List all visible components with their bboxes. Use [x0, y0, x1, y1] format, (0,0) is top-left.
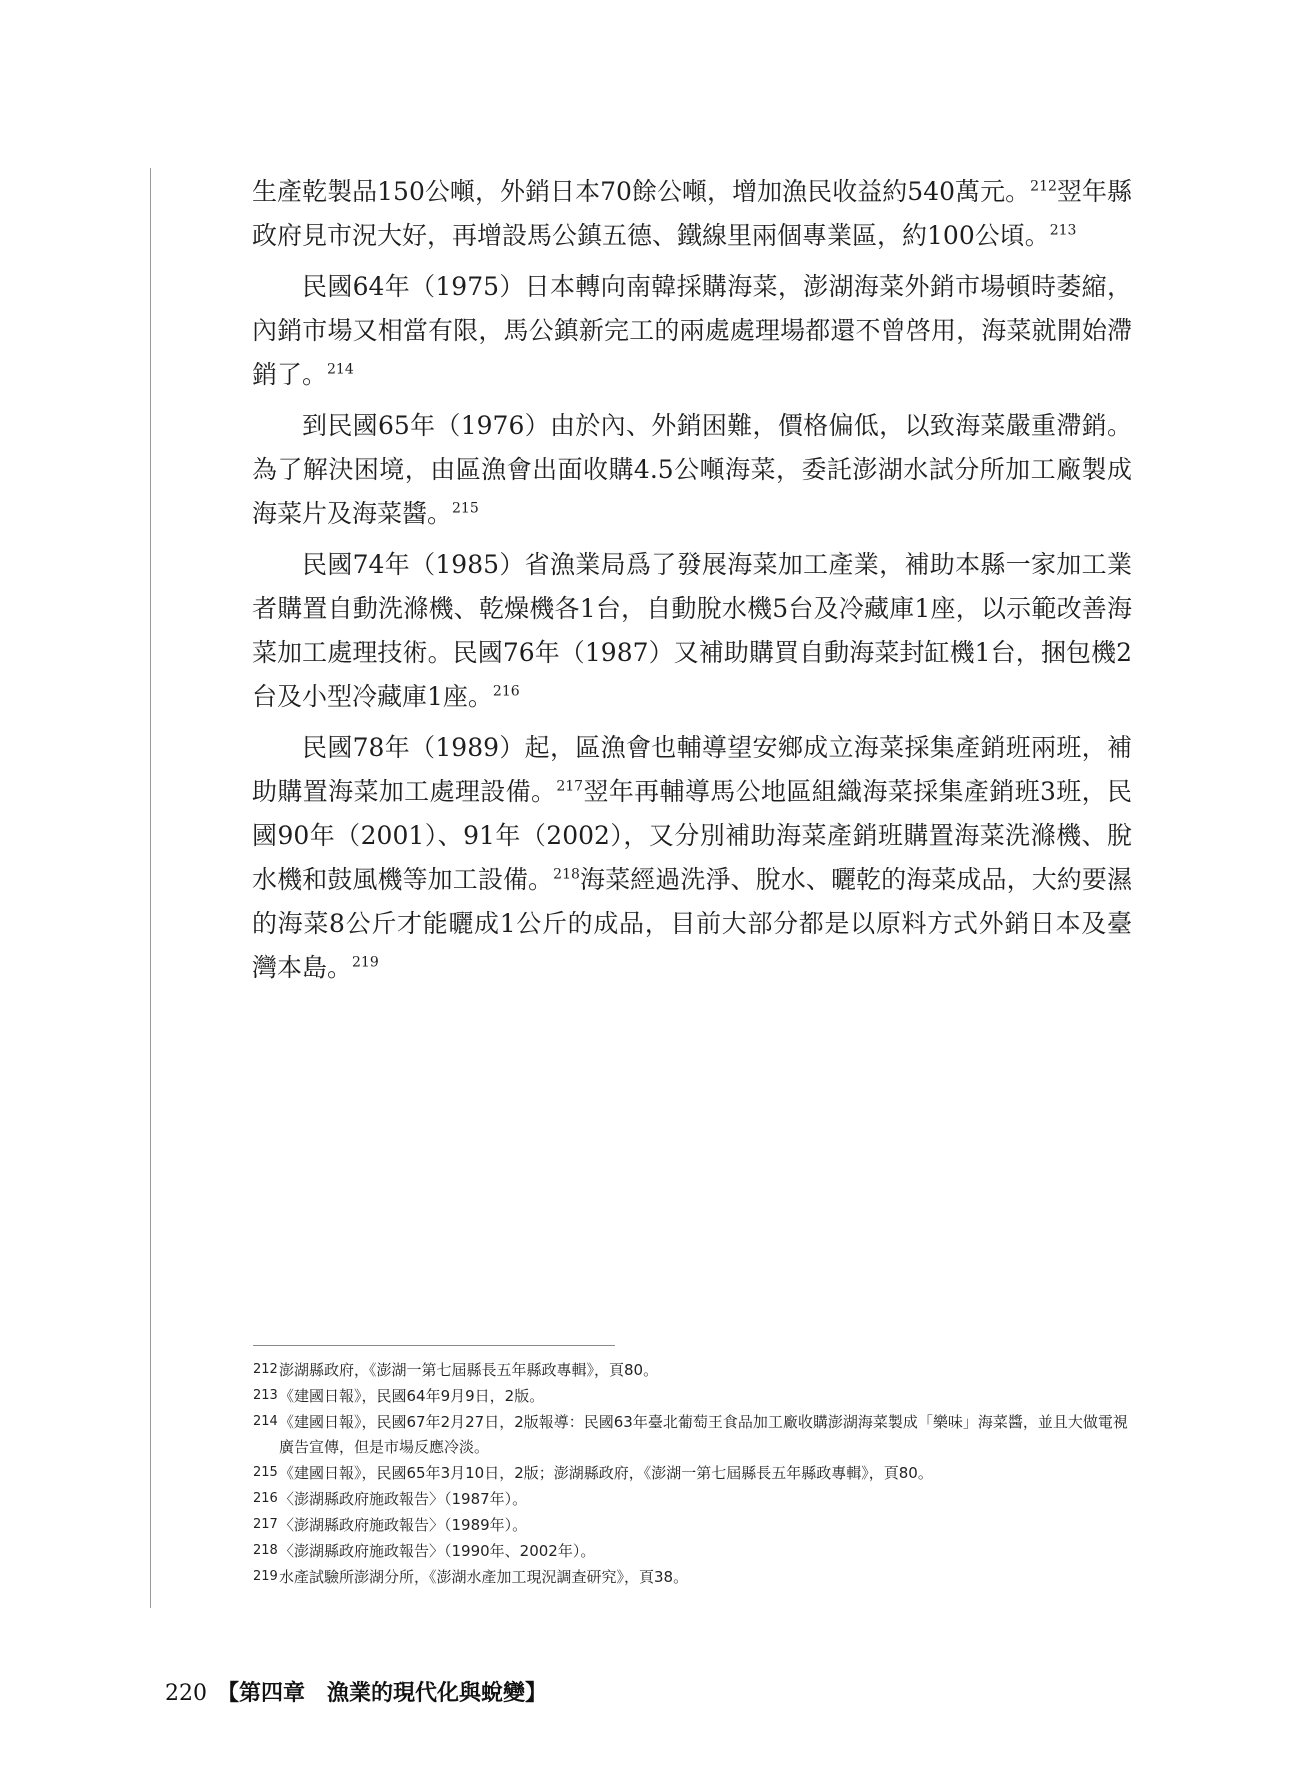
- paragraph-4: 民國74年（1985）省漁業局爲了發展海菜加工產業，補助本縣一家加工業者購置自動洗滌機、乾燥機各1台，自動脫水機5台及冷藏庫1座，以示範改善海菜加工處理技術。民國76年（1987）又補助購買自動海菜封缸機1台，捆包機2台及小型冷藏庫1座。$^{216}$: [252, 550, 1132, 711]
- footnote-text: 〈澎湖縣政府施政報告〉（1989年）。: [279, 1516, 528, 1534]
- chapter-title: 【第四章 漁業的現代化與蛻變】: [217, 1680, 548, 1706]
- footnote-ref-212[interactable]: 212: [1030, 178, 1057, 195]
- footnote-219: [253, 1564, 1133, 1590]
- page-number: 220: [165, 1681, 207, 1706]
- footnote-text: 《建國日報》，民國65年3月10日，2版；澎湖縣政府，《澎湖一第七屆縣長五年縣政專輯》，頁80。: [279, 1464, 933, 1482]
- footnote-text: 水產試驗所澎湖分所，《澎湖水產加工現況調查研究》，頁38。: [279, 1568, 689, 1586]
- margin-rule: [150, 168, 151, 1608]
- footnote-number: 214: [253, 1414, 278, 1429]
- paragraph-5: 民國78年（1989）起，區漁會也輔導望安鄉成立海菜採集產銷班兩班，補助購置海菜加工處理設備。$^{217}$翌年再輔導馬公地區組織海菜採集產銷班3班，民國90年（2001）、91年（2002），又分別補助海菜產銷班購置海菜洗滌機、脫水機和鼓風機等加工設備。$^{218}$海菜經過洗淨、脫水、曬乾的海菜成品，大約要濕的海菜8公斤才能曬成1公斤的成品，目前大部分都是以原料方式外銷日本及臺灣本島。$^{219}$: [252, 733, 1132, 982]
- footnote-number: 218: [253, 1543, 278, 1558]
- footnote-ref-218[interactable]: 218: [553, 866, 580, 883]
- footnote-212: [253, 1357, 1133, 1383]
- footnote-216: [253, 1486, 1133, 1512]
- footnote-218: [253, 1538, 1133, 1564]
- footnote-number: 216: [253, 1491, 278, 1506]
- footnote-divider: [253, 1345, 615, 1346]
- footnote-ref-217[interactable]: 217: [556, 778, 584, 795]
- footnote-ref-216[interactable]: 216: [492, 683, 520, 700]
- footnote-text: 〈澎湖縣政府施政報告〉（1987年）。: [279, 1490, 528, 1508]
- footnote-text: 《建國日報》，民國64年9月9日，2版。: [279, 1387, 545, 1405]
- page-footer: [165, 1676, 547, 1707]
- footnote-ref-213[interactable]: 213: [1049, 222, 1077, 239]
- footnote-ref-219[interactable]: 219: [352, 954, 379, 971]
- footnote-number: 215: [253, 1465, 278, 1480]
- paragraph-2: 民國64年（1975）日本轉向南韓採購海菜，澎湖海菜外銷市場頓時萎縮，內銷市場又相當有限，馬公鎮新完工的兩處處理場都還不曾啓用，海菜就開始滯銷了。$^{214}$: [252, 272, 1132, 389]
- footnote-text: 澎湖縣政府，《澎湖一第七屆縣長五年縣政專輯》，頁80。: [279, 1361, 659, 1379]
- footnote-text: 《建國日報》，民國67年2月27日，2版報導：民國63年臺北葡萄王食品加工廠收購澎湖海菜製成「樂味」海菜醬，並且大做電視廣告宣傳，但是市場反應冷淡。: [279, 1413, 1128, 1456]
- footnotes: [253, 1357, 1133, 1590]
- footnote-213: [253, 1383, 1133, 1409]
- footnote-text: 〈澎湖縣政府施政報告〉（1990年、2002年）。: [279, 1542, 596, 1560]
- footnote-214: [253, 1409, 1133, 1460]
- paragraph-1: 生產乾製品150公噸，外銷日本70餘公噸，增加漁民收益約540萬元。$^{212}$翌年縣政府見市況大好，再增設馬公鎮五德、鐵線里兩個專業區，約100公頃。$^{213}$: [252, 177, 1132, 250]
- footnote-215: [253, 1460, 1133, 1486]
- footnote-ref-215[interactable]: 215: [452, 500, 479, 517]
- footnote-217: [253, 1512, 1133, 1538]
- footnote-ref-214[interactable]: 214: [327, 361, 354, 378]
- footnote-number: 217: [253, 1517, 278, 1532]
- footnote-number: 219: [253, 1569, 278, 1584]
- paragraph-3: 到民國65年（1976）由於內、外銷困難，價格偏低，以致海菜嚴重滯銷。為了解決困境，由區漁會出面收購4.5公噸海菜，委託澎湖水試分所加工廠製成海菜片及海菜醬。$^{215}$: [252, 411, 1132, 528]
- footnote-number: 213: [253, 1388, 278, 1403]
- footnote-number: 212: [253, 1362, 278, 1377]
- body-text: [252, 170, 1132, 997]
